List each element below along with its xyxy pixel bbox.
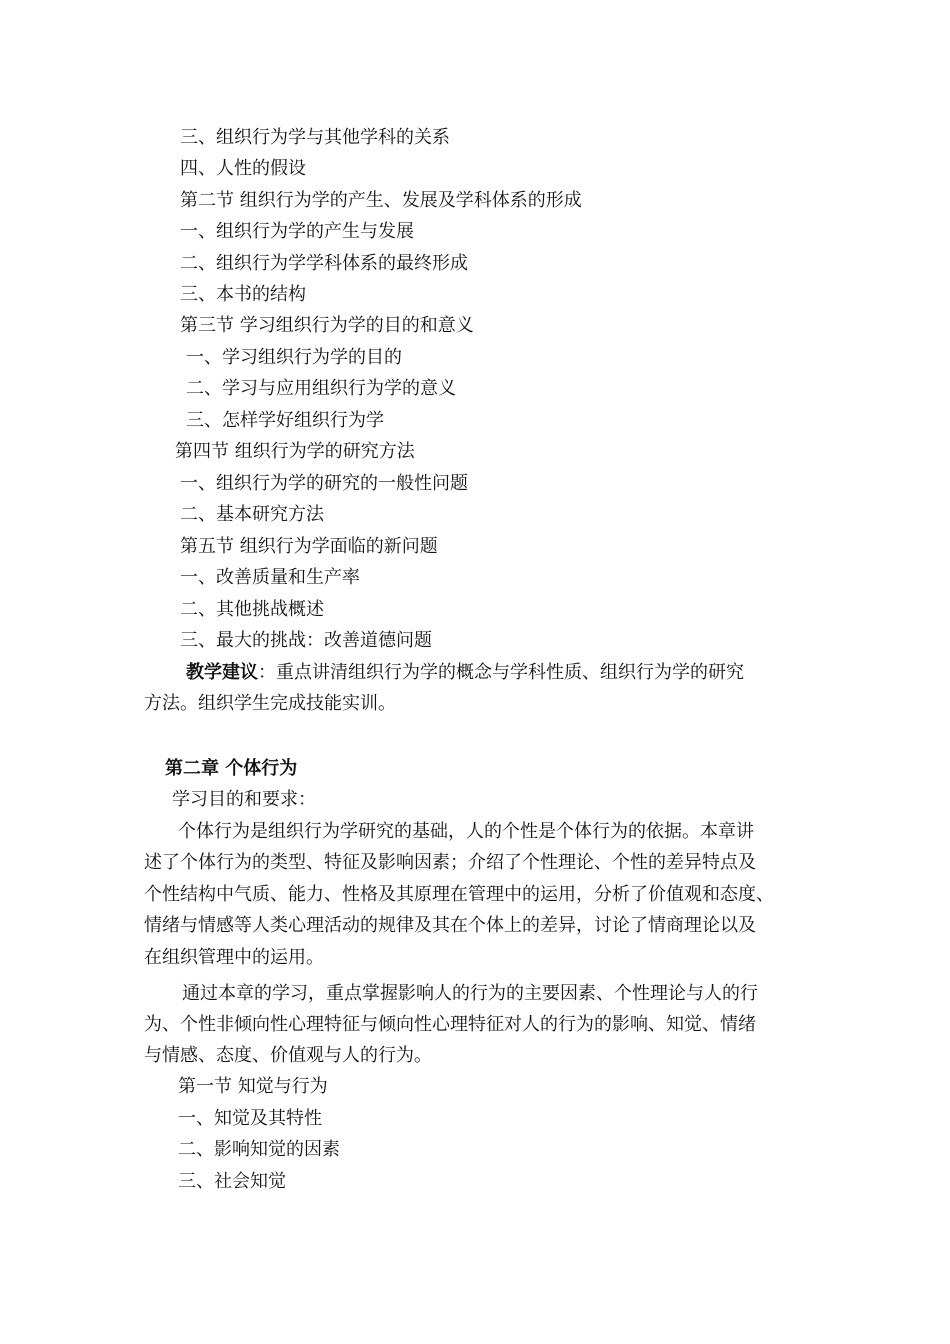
outline-item: 四、人性的假设 xyxy=(180,158,306,179)
paragraph-line: 通过本章的学习，重点掌握影响人的行为的主要因素、个性理论与人的行 xyxy=(182,983,758,1004)
outline-item: 一、改善质量和生产率 xyxy=(180,567,360,588)
paragraph-line: 述了个体行为的类型、特征及影响因素；介绍了个性理论、个性的差异特点及 xyxy=(144,852,756,873)
section-heading: 第四节 组织行为学的研究方法 xyxy=(175,441,415,462)
outline-item: 一、知觉及其特性 xyxy=(178,1108,322,1129)
section-heading: 第三节 学习组织行为学的目的和意义 xyxy=(180,315,474,336)
paragraph-line: 在组织管理中的运用。 xyxy=(144,947,324,968)
teaching-advice-text: ：重点讲清组织行为学的概念与学科性质、组织行为学的研究 xyxy=(258,662,744,683)
outline-item: 一、学习组织行为学的目的 xyxy=(186,347,402,368)
teaching-advice-label: 教学建议 xyxy=(186,662,258,683)
outline-item: 三、最大的挑战：改善道德问题 xyxy=(180,630,432,651)
outline-item: 二、基本研究方法 xyxy=(180,504,324,525)
outline-item: 一、组织行为学的研究的一般性问题 xyxy=(180,473,468,494)
outline-item: 一、组织行为学的产生与发展 xyxy=(180,221,414,242)
outline-item: 三、社会知觉 xyxy=(178,1171,286,1192)
paragraph-line: 个体行为是组织行为学研究的基础，人的个性是个体行为的依据。本章讲 xyxy=(178,821,754,842)
outline-item: 二、影响知觉的因素 xyxy=(178,1139,340,1160)
paragraph-line: 情绪与情感等人类心理活动的规律及其在个体上的差异，讨论了情商理论以及 xyxy=(144,915,756,936)
teaching-advice-continued: 方法。组织学生完成技能实训。 xyxy=(144,693,396,714)
chapter-title: 第二章 个体行为 xyxy=(165,758,298,779)
section-heading: 第二节 组织行为学的产生、发展及学科体系的形成 xyxy=(180,190,582,211)
outline-item: 三、本书的结构 xyxy=(180,284,306,305)
outline-item: 三、怎样学好组织行为学 xyxy=(186,410,384,431)
outline-item: 二、其他挑战概述 xyxy=(180,599,324,620)
objectives-heading: 学习目的和要求： xyxy=(172,789,316,810)
outline-item: 二、学习与应用组织行为学的意义 xyxy=(186,378,456,399)
outline-item: 二、组织行为学学科体系的最终形成 xyxy=(180,253,468,274)
teaching-advice xyxy=(186,662,744,684)
outline-item: 三、组织行为学与其他学科的关系 xyxy=(180,127,450,148)
paragraph-line: 为、个性非倾向性心理特征与倾向性心理特征对人的行为的影响、知觉、情绪 xyxy=(144,1014,756,1035)
section-heading: 第五节 组织行为学面临的新问题 xyxy=(180,536,438,557)
section-heading: 第一节 知觉与行为 xyxy=(178,1076,328,1097)
paragraph-line: 与情感、态度、价值观与人的行为。 xyxy=(144,1045,432,1066)
paragraph-line: 个性结构中气质、能力、性格及其原理在管理中的运用，分析了价值观和态度、 xyxy=(144,884,774,905)
